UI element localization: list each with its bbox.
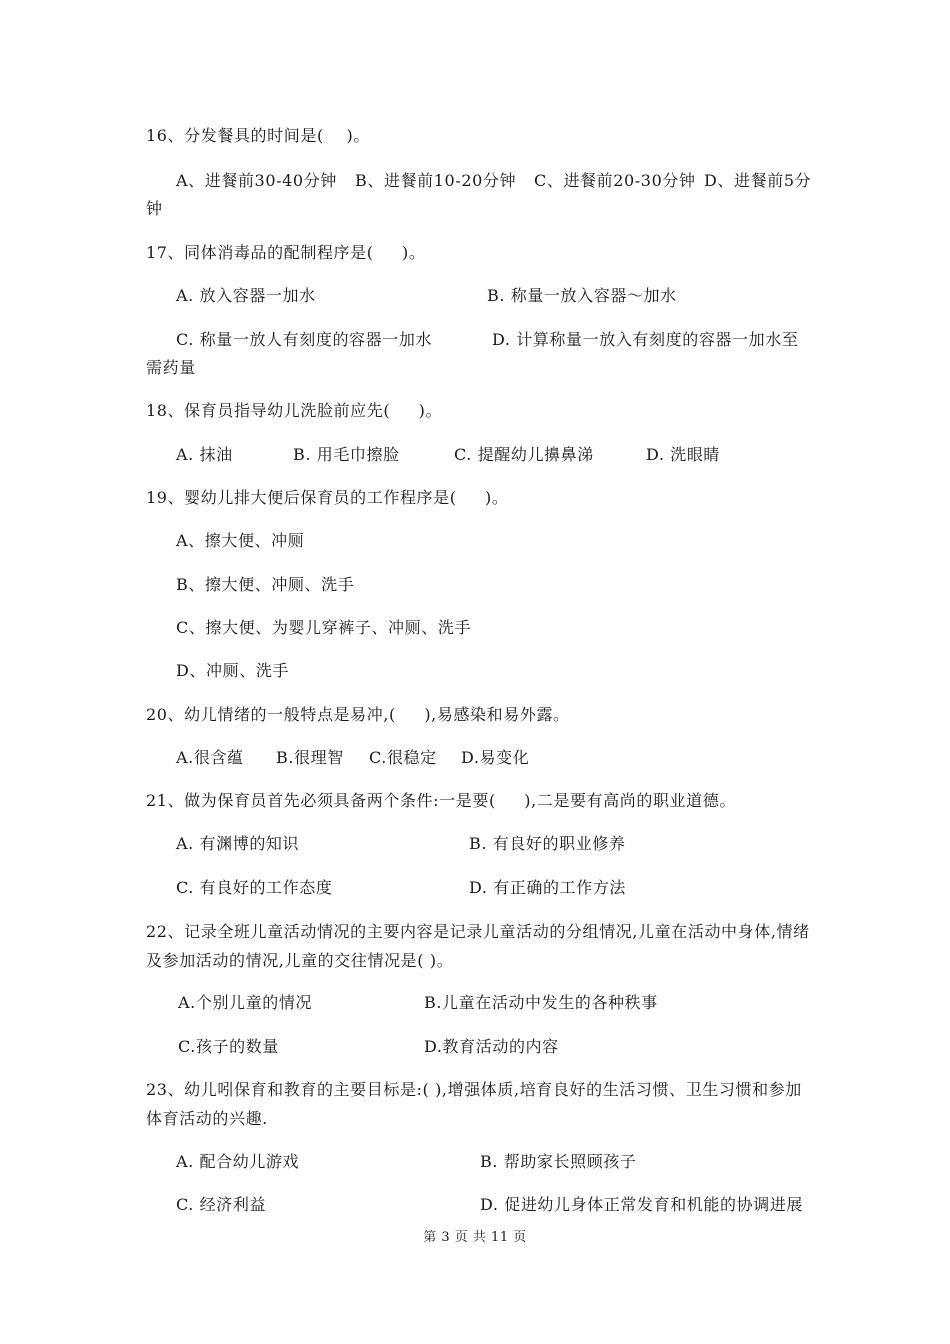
question-16-option-d-continued: 钟 — [146, 199, 163, 218]
question-22-option-d: D.教育活动的内容 — [424, 1037, 559, 1056]
question-18-option-a: A. 抹油 — [176, 445, 233, 464]
question-22-option-a: A.个别儿童的情况 — [178, 993, 313, 1012]
question-21-option-c: C. 有良好的工作态度 — [176, 878, 333, 897]
question-17-option-c: C. 称量一放人有刻度的容器一加水 — [176, 330, 433, 349]
question-17-option-a: A. 放入容器一加水 — [176, 286, 316, 305]
question-18-option-d: D. 洗眼睛 — [646, 445, 721, 464]
question-17-option-d-continued: 需药量 — [146, 358, 196, 377]
question-23-option-c: C. 经济利益 — [176, 1195, 267, 1214]
question-16-stem: 16、分发餐具的时间是( )。 — [146, 126, 370, 145]
question-18-stem: 18、保育员指导幼儿洗脸前应先( )。 — [146, 401, 443, 420]
question-19-stem: 19、婴幼儿排大便后保育员的工作程序是( )。 — [146, 488, 509, 507]
question-19-option-d: D、冲厕、洗手 — [176, 661, 290, 680]
question-19-option-c: C、擦大便、为婴儿穿裤子、冲厕、洗手 — [176, 618, 472, 637]
question-20-option-a: A.很含蕴 — [176, 748, 244, 767]
question-17-stem: 17、同体消毒品的配制程序是( )。 — [146, 243, 426, 262]
question-19-option-a: A、擦大便、冲厕 — [176, 531, 305, 550]
question-22-option-c: C.孩子的数量 — [178, 1037, 279, 1056]
question-20-stem: 20、幼儿情绪的一般特点是易冲,( ),易感染和易外露。 — [146, 705, 570, 724]
question-22-stem: 22、记录全班儿童活动情况的主要内容是记录儿童活动的分组情况,儿童在活动中身体,情绪及参加活动的情况,儿童的交往情况是( )。 — [146, 922, 810, 970]
question-16-option-a: A、进餐前30-40分钟 — [176, 171, 337, 190]
question-17-option-b: B. 称量一放入容器～加水 — [487, 286, 677, 305]
question-20-option-b: B.很理智 — [276, 748, 344, 767]
question-21-option-b: B. 有良好的职业修养 — [469, 834, 626, 853]
question-19-option-b: B、擦大便、冲厕、洗手 — [176, 575, 355, 594]
question-23-stem: 23、幼儿吲保育和教育的主要目标是:( ),增强体质,培育良好的生活习惯、卫生习惯和参加体育活动的兴趣. — [146, 1080, 802, 1128]
question-17-option-d: D. 计算称量一放入有刻度的容器一加水至 — [492, 330, 799, 349]
question-18-option-c: C. 提醒幼儿擤鼻涕 — [454, 445, 594, 464]
question-21-stem: 21、做为保育员首先必须具备两个条件:一是要( ),二是要有高尚的职业道德。 — [146, 791, 736, 810]
page-number-footer: 第 3 页 共 11 页 — [423, 1230, 527, 1245]
question-20-option-d: D.易变化 — [461, 748, 530, 767]
question-20-option-c: C.很稳定 — [369, 748, 437, 767]
question-23-option-d: D. 促进幼儿身体正常发育和机能的协调进展 — [480, 1195, 804, 1214]
question-23-option-b: B. 帮助家长照顾孩子 — [480, 1152, 637, 1171]
question-23-option-a: A. 配合幼儿游戏 — [176, 1152, 300, 1171]
question-21-option-a: A. 有渊博的知识 — [176, 834, 300, 853]
question-18-option-b: B. 用毛巾擦脸 — [293, 445, 400, 464]
question-16-option-b: B、进餐前10-20分钟 — [355, 171, 517, 190]
question-21-option-d: D. 有正确的工作方法 — [469, 878, 627, 897]
question-22-option-b: B.儿童在活动中发生的各种秩事 — [424, 993, 658, 1012]
question-16-option-d: D、进餐前5分 — [704, 171, 812, 190]
question-16-option-c: C、进餐前20-30分钟 — [534, 171, 696, 190]
